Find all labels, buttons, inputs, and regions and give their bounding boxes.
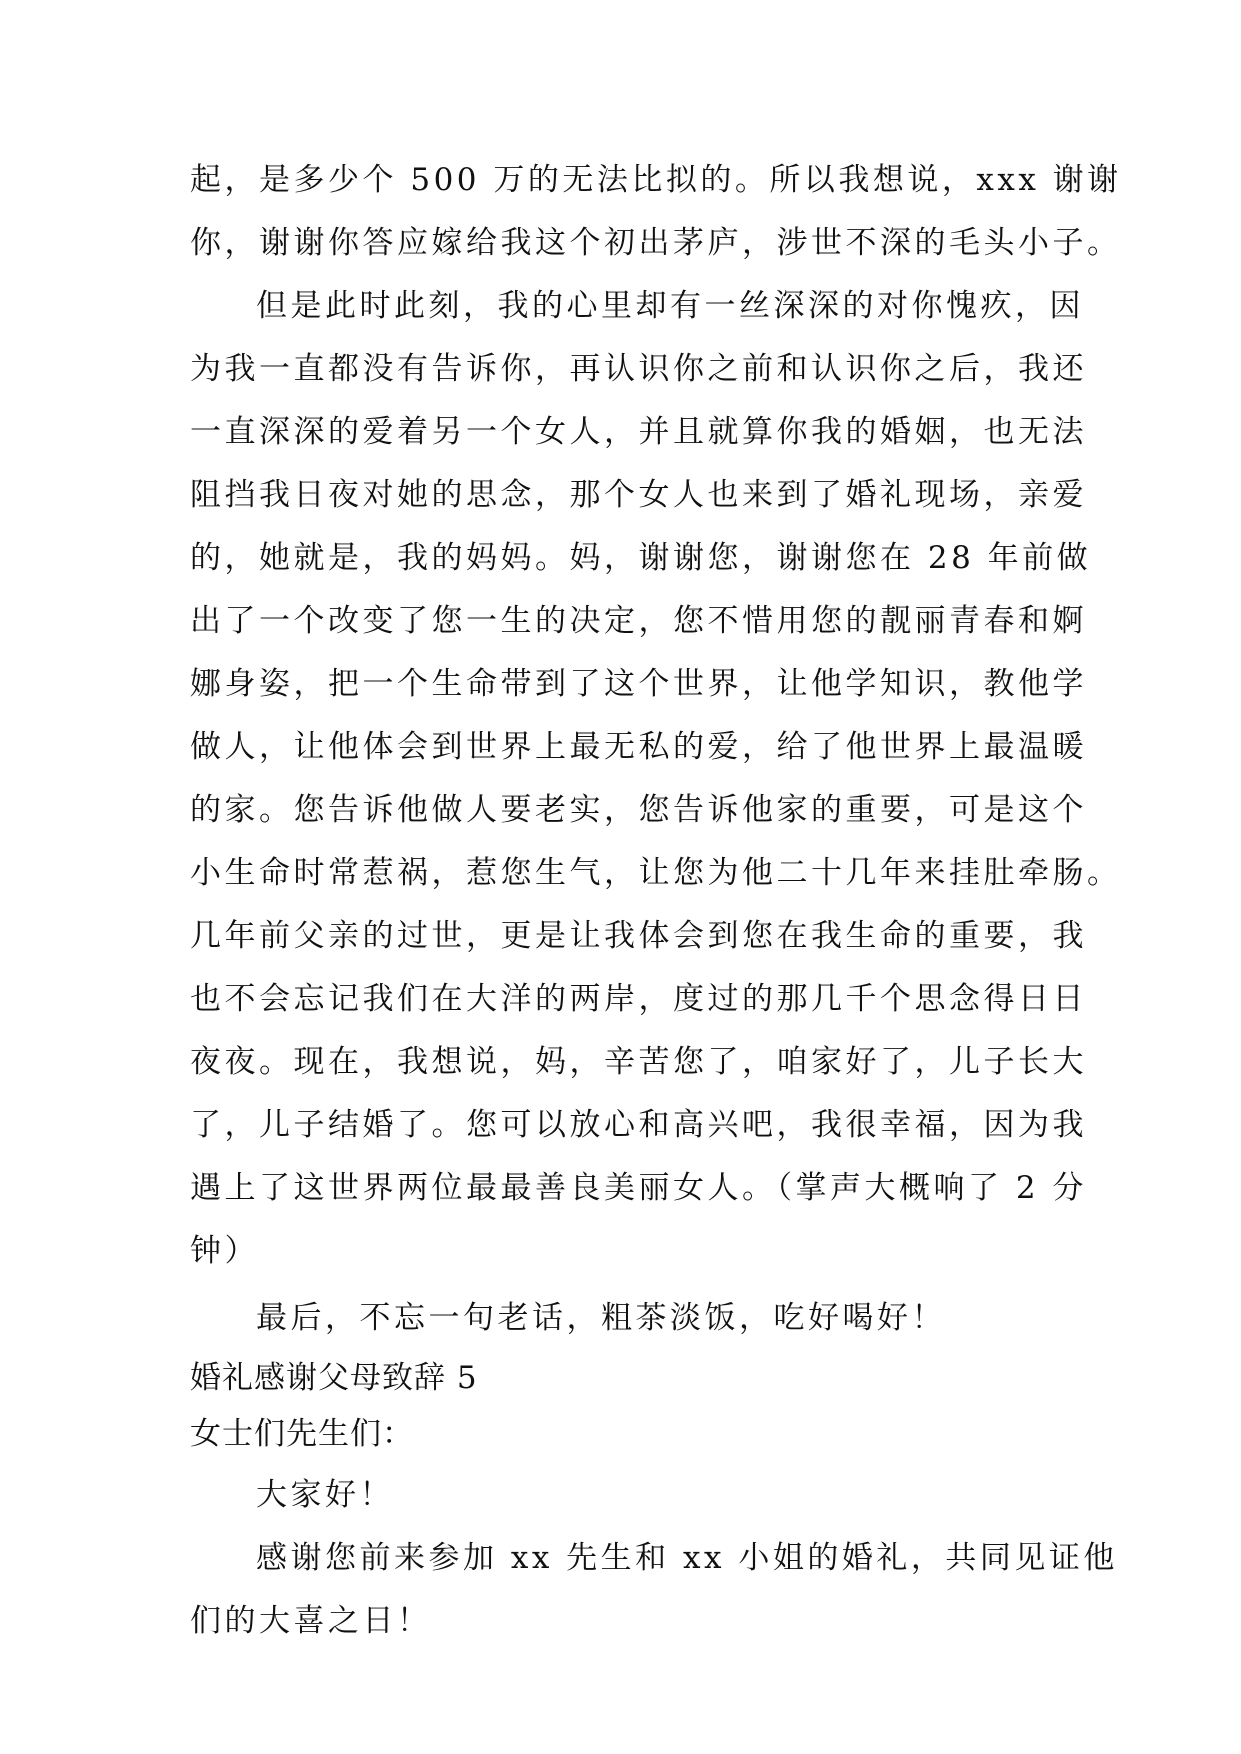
text-line: 感谢您前来参加 xx 先生和 xx 小姐的婚礼，共同见证他 xyxy=(256,1540,1118,1576)
text-line: 最后，不忘一句老话，粗茶淡饭，吃好喝好！ xyxy=(256,1300,946,1336)
text-line: 一直深深的爱着另一个女人，并且就算你我的婚姻，也无法 xyxy=(190,414,1087,450)
text-line: 几年前父亲的过世，更是让我体会到您在我生命的重要，我 xyxy=(190,918,1087,954)
text-line: 阻挡我日夜对她的思念，那个女人也来到了婚礼现场，亲爱 xyxy=(190,477,1087,513)
text-line: 们的大喜之日！ xyxy=(190,1603,432,1639)
text-line: 做人，让他体会到世界上最无私的爱，给了他世界上最温暖 xyxy=(190,729,1087,765)
text-line: 遇上了这世界两位最最善良美丽女人。（掌声大概响了 2 分 xyxy=(190,1170,1087,1206)
text-line: 但是此时此刻，我的心里却有一丝深深的对你愧疚，因 xyxy=(256,288,1084,324)
text-line: 娜身姿，把一个生命带到了这个世界，让他学知识，教他学 xyxy=(190,666,1087,702)
text-line: 起，是多少个 500 万的无法比拟的。所以我想说，xxx 谢谢 xyxy=(190,162,1122,198)
text-line: 为我一直都没有告诉你，再认识你之前和认识你之后，我还 xyxy=(190,351,1087,387)
salutation: 女士们先生们： xyxy=(190,1416,414,1452)
text-line: 你，谢谢你答应嫁给我这个初出茅庐，涉世不深的毛头小子。 xyxy=(190,225,1122,261)
text-line: 也不会忘记我们在大洋的两岸，度过的那几千个思念得日日 xyxy=(190,981,1087,1017)
text-line: 的，她就是，我的妈妈。妈，谢谢您，谢谢您在 28 年前做 xyxy=(190,540,1092,576)
text-line: 的家。您告诉他做人要老实，您告诉他家的重要，可是这个 xyxy=(190,792,1087,828)
greeting: 大家好！ xyxy=(256,1477,394,1513)
text-line: 夜夜。现在，我想说，妈，辛苦您了，咱家好了，儿子长大 xyxy=(190,1044,1087,1080)
section-heading: 婚礼感谢父母致辞 5 xyxy=(190,1360,478,1396)
text-line: 小生命时常惹祸，惹您生气，让您为他二十几年来挂肚牵肠。 xyxy=(190,855,1122,891)
text-line: 钟） xyxy=(190,1233,259,1269)
text-line: 出了一个改变了您一生的决定，您不惜用您的靓丽青春和婀 xyxy=(190,603,1087,639)
text-line: 了，儿子结婚了。您可以放心和高兴吧，我很幸福，因为我 xyxy=(190,1107,1087,1143)
